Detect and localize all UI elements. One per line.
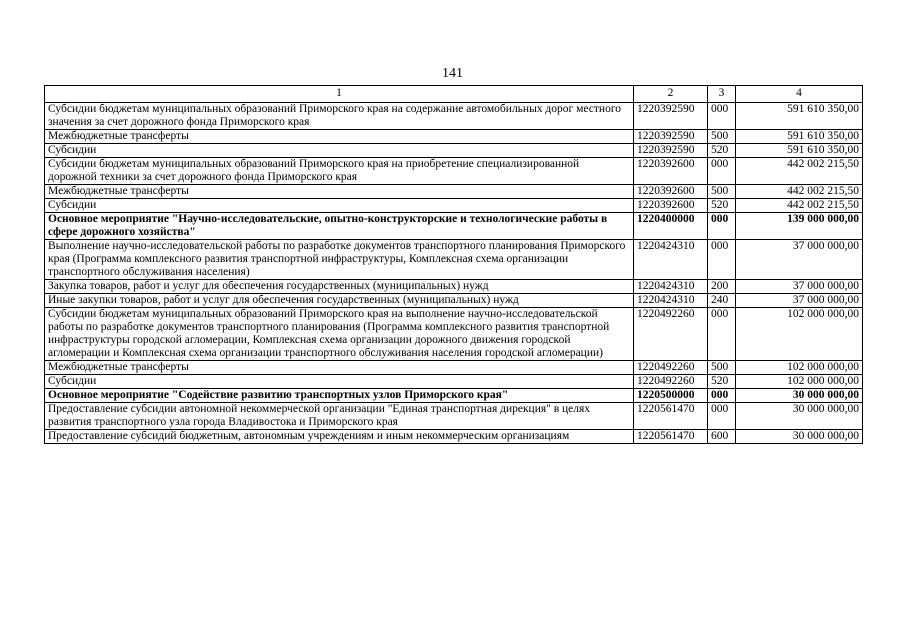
row-name: Основное мероприятие "Содействие развитию транспортных узлов Приморского края" xyxy=(45,389,634,403)
row-name: Межбюджетные трансферты xyxy=(45,130,634,144)
row-name: Предоставление субсидии автономной некоммерческой организации "Единая транспортная дирекция" в целях развития транспортного узла города Владивостока и Приморского края xyxy=(45,403,634,430)
row-kind: 240 xyxy=(708,294,736,308)
row-code: 1220492260 xyxy=(634,308,708,361)
header-amount-column: 4 xyxy=(736,86,863,103)
row-code: 1220392600 xyxy=(634,158,708,185)
row-amount: 102 000 000,00 xyxy=(736,361,863,375)
row-amount: 442 002 215,50 xyxy=(736,158,863,185)
row-code: 1220500000 xyxy=(634,389,708,403)
row-name: Субсидии xyxy=(45,199,634,213)
table-row xyxy=(45,185,863,199)
row-name: Субсидии xyxy=(45,144,634,158)
row-kind: 000 xyxy=(708,213,736,240)
row-code: 1220392600 xyxy=(634,185,708,199)
header-kind-column: 3 xyxy=(708,86,736,103)
row-kind: 500 xyxy=(708,185,736,199)
row-kind: 000 xyxy=(708,308,736,361)
row-code: 1220424310 xyxy=(634,280,708,294)
row-amount: 37 000 000,00 xyxy=(736,240,863,280)
row-kind: 000 xyxy=(708,158,736,185)
row-code: 1220392600 xyxy=(634,199,708,213)
table-header-row xyxy=(45,86,863,103)
table-row xyxy=(45,361,863,375)
row-amount: 442 002 215,50 xyxy=(736,185,863,199)
row-code: 1220492260 xyxy=(634,361,708,375)
table-row xyxy=(45,280,863,294)
row-name: Субсидии бюджетам муниципальных образований Приморского края на содержание автомобильных дорог местного значения за счет дорожного фонда Приморского края xyxy=(45,103,634,130)
row-name: Межбюджетные трансферты xyxy=(45,185,634,199)
row-amount: 30 000 000,00 xyxy=(736,430,863,444)
row-kind: 500 xyxy=(708,361,736,375)
page-number: 141 xyxy=(442,66,463,81)
row-amount: 102 000 000,00 xyxy=(736,375,863,389)
row-kind: 520 xyxy=(708,199,736,213)
table-row-main-activity xyxy=(45,389,863,403)
table-row xyxy=(45,375,863,389)
row-code: 1220392590 xyxy=(634,103,708,130)
table-row xyxy=(45,158,863,185)
row-kind: 520 xyxy=(708,144,736,158)
table-row xyxy=(45,144,863,158)
row-code: 1220392590 xyxy=(634,144,708,158)
row-name: Предоставление субсидий бюджетным, автономным учреждениям и иным некоммерческим организациям xyxy=(45,430,634,444)
row-amount: 591 610 350,00 xyxy=(736,144,863,158)
header-code-column: 2 xyxy=(634,86,708,103)
header-name-column: 1 xyxy=(45,86,634,103)
row-amount: 139 000 000,00 xyxy=(736,213,863,240)
table-row xyxy=(45,430,863,444)
row-name: Межбюджетные трансферты xyxy=(45,361,634,375)
row-code: 1220424310 xyxy=(634,240,708,280)
row-name: Субсидии бюджетам муниципальных образований Приморского края на выполнение научно-исследовательской работы по разработке документов транспортного планирования (Программа комплексного развития транспортной инфраструктуры городской агломерации, Комплексная схема организации дорожного движения городской агломерации и Комплексная схема организации транспортного обслуживания населения городской агломерации) xyxy=(45,308,634,361)
row-kind: 000 xyxy=(708,389,736,403)
row-kind: 500 xyxy=(708,130,736,144)
row-amount: 37 000 000,00 xyxy=(736,280,863,294)
table-row xyxy=(45,103,863,130)
row-kind: 520 xyxy=(708,375,736,389)
table-row xyxy=(45,403,863,430)
row-code: 1220561470 xyxy=(634,403,708,430)
row-amount: 591 610 350,00 xyxy=(736,103,863,130)
row-name: Субсидии xyxy=(45,375,634,389)
row-code: 1220400000 xyxy=(634,213,708,240)
row-amount: 102 000 000,00 xyxy=(736,308,863,361)
row-kind: 000 xyxy=(708,103,736,130)
row-name: Закупка товаров, работ и услуг для обеспечения государственных (муниципальных) нужд xyxy=(45,280,634,294)
row-name: Выполнение научно-исследовательской работы по разработке документов транспортного планирования Приморского края (Программа комплексного развития транспортной инфраструктуры, Комплексная схема организации транспортного обслуживания населения) xyxy=(45,240,634,280)
table-row xyxy=(45,199,863,213)
row-amount: 30 000 000,00 xyxy=(736,389,863,403)
row-amount: 37 000 000,00 xyxy=(736,294,863,308)
row-code: 1220392590 xyxy=(634,130,708,144)
table-row xyxy=(45,308,863,361)
row-code: 1220424310 xyxy=(634,294,708,308)
budget-table xyxy=(44,85,863,444)
row-kind: 200 xyxy=(708,280,736,294)
row-amount: 442 002 215,50 xyxy=(736,199,863,213)
row-name: Субсидии бюджетам муниципальных образований Приморского края на приобретение специализированной дорожной техники за счет дорожного фонда Приморского края xyxy=(45,158,634,185)
table-row-main-activity xyxy=(45,213,863,240)
row-amount: 591 610 350,00 xyxy=(736,130,863,144)
row-kind: 000 xyxy=(708,403,736,430)
row-amount: 30 000 000,00 xyxy=(736,403,863,430)
row-code: 1220561470 xyxy=(634,430,708,444)
row-kind: 000 xyxy=(708,240,736,280)
row-name: Основное мероприятие "Научно-исследовательские, опытно-конструкторские и технологические работы в сфере дорожного хозяйства" xyxy=(45,213,634,240)
row-code: 1220492260 xyxy=(634,375,708,389)
table-row xyxy=(45,294,863,308)
table-row xyxy=(45,240,863,280)
row-kind: 600 xyxy=(708,430,736,444)
table-row xyxy=(45,130,863,144)
row-name: Иные закупки товаров, работ и услуг для обеспечения государственных (муниципальных) нужд xyxy=(45,294,634,308)
